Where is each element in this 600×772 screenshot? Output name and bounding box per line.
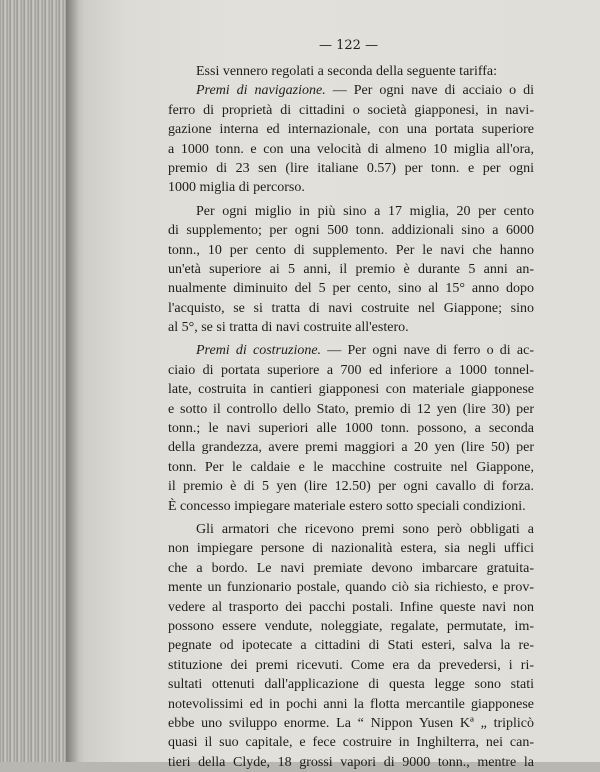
text-line: della grandezza, avere premi maggiori a 20 yen (lire 50) per [168, 440, 534, 456]
text-line: tonn., 10 per cento di supplemento. Per le navi che hanno [168, 242, 534, 258]
text-line: Essi vennero regolati a seconda della seguente tariffa: [196, 64, 498, 79]
text-span: — Per ogni nave di acciaio o di [325, 83, 534, 99]
text-line [168, 81, 534, 100]
text-line: quasi il suo capitale, e fece costruire in Inghilterra, nei can- [168, 735, 534, 751]
paragraph-premi-costruzione [168, 341, 534, 516]
text-span: — Per ogni nave di ferro o di ac- [321, 343, 534, 359]
text-line: gazione interna ed internazionale, con una portata superiore [168, 122, 534, 138]
text-line: di supplemento; per ogni 500 tonn. addizionali sino a 6000 [168, 223, 534, 239]
text-line: nualmente diminuito del 5 per cento, sino al 15° anno dopo [168, 281, 534, 297]
text-line: e sotto il controllo dello Stato, premio di 12 yen (lire 30) per [168, 401, 534, 417]
text-line: Gli armatori che ricevono premi sono però obbligati a [196, 521, 534, 537]
text-line: al 5°, se si tratta di navi costruite all'estero. [168, 320, 409, 336]
text-line: È concesso impiegare materiale estero sotto speciali condizioni. [168, 498, 526, 514]
text-line: l'acquisto, se si tratta di navi costruite nel Giappone; sino [168, 300, 534, 316]
paragraph-intro [168, 62, 534, 81]
paragraph-armatori [168, 520, 534, 772]
text-line: 1000 miglia di percorso. [168, 180, 305, 196]
body-text [168, 62, 534, 772]
text-line: late, costruita in cantieri giapponesi con materiale giapponese [168, 382, 534, 398]
paragraph-premi-navigazione [168, 81, 534, 197]
text-line: mente un funzionario postale, quando ciò sia richiesto, e prov- [168, 580, 534, 596]
section-heading: Premi di costruzione. [196, 343, 322, 359]
text-line: un'età superiore ai 5 anni, il premio è durante 5 anni an- [168, 261, 534, 277]
text-line: non impiegare persone di nazionalità estera, sia negli uffici [168, 541, 534, 557]
paragraph-supplemento [168, 202, 534, 338]
book-page-edges [0, 0, 70, 762]
text-line: il premio è di 5 yen (lire 12.50) per ogni cavallo di forza. [168, 479, 534, 495]
text-line: notevolissimi ed in pochi anni la flotta mercantile giapponese [168, 696, 534, 712]
text-line: stituzione dei premi ricevuti. Come era da prevedersi, i ri- [168, 657, 534, 673]
text-line: vedere al trasporto dei pacchi postali. Infine queste navi non [168, 599, 534, 615]
text-line: tonn.; le navi superiori alle 1000 tonn. possono, a seconda [168, 421, 534, 437]
text-line: a 1000 tonn. e con una velocità di almeno 10 miglia all'ora, [168, 141, 534, 157]
text-line: pegnate od ipotecate a cittadini di Stati esteri, salva la re- [168, 638, 534, 654]
text-line: premio di 23 sen (lire italiane 0.57) per tonn. e per ogni [168, 160, 534, 176]
text-line: possono essere vendute, noleggiate, regalate, permutate, im- [168, 618, 534, 634]
text-line [168, 341, 534, 360]
text-line: ciaio di portata superiore a 700 ed inferiore a 1000 tonnel- [168, 362, 534, 378]
text-line: sultati ottenuti dall'applicazione di questa legge sono stati [168, 677, 534, 693]
page-number: — 122 — [319, 38, 379, 53]
text-line: che a bordo. Le navi premiate devono imbarcare gratuita- [168, 560, 534, 576]
text-line: ferro di proprietà di cittadini o società giapponesi, in navi- [168, 102, 534, 118]
text-line: ebbe uno sviluppo enorme. La “ Nippon Yusen Kª „ triplicò [168, 715, 534, 731]
text-line: Per ogni miglio in più sino a 17 miglia, 20 per cento [196, 203, 534, 219]
text-line: tieri della Clyde, 18 grossi vapori di 9000 tonn., mentre la [168, 754, 534, 770]
section-heading: Premi di navigazione. [196, 83, 326, 99]
text-line: tonn. Per le caldaie e le macchine costruite nel Giappone, [168, 459, 534, 475]
